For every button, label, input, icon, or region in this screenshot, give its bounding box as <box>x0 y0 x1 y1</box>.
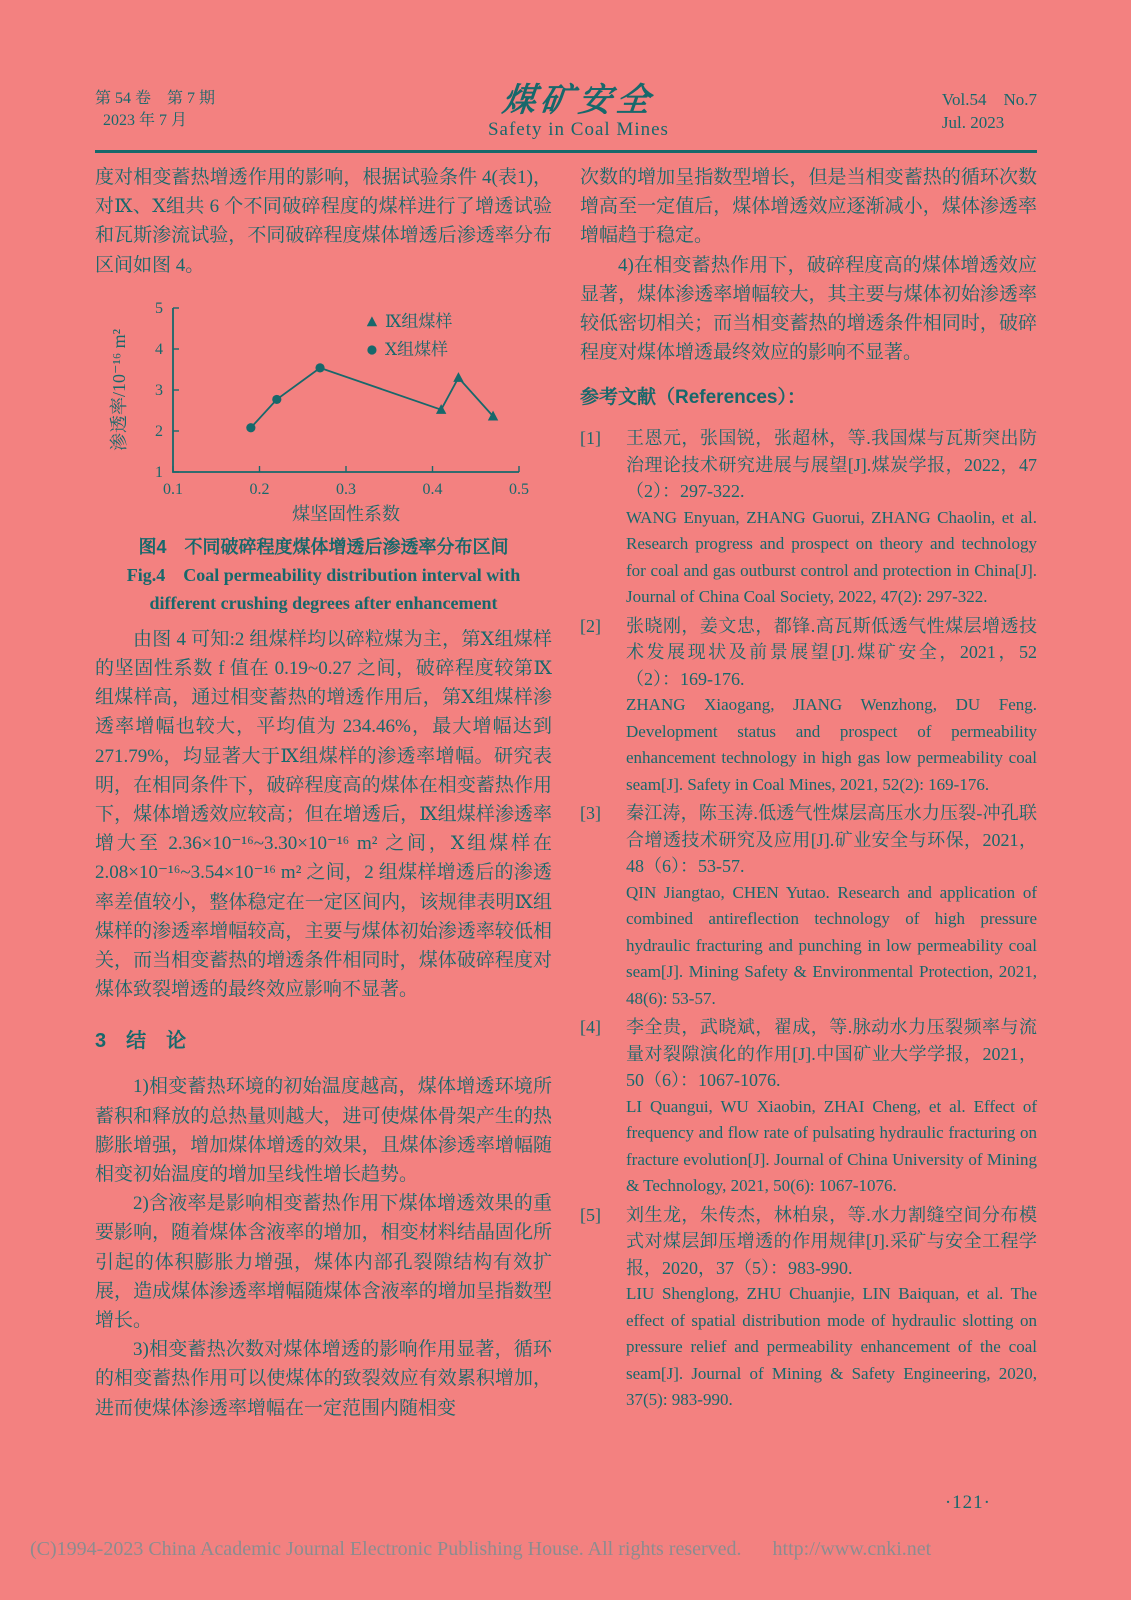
svg-text:0.1: 0.1 <box>163 480 183 498</box>
copyright-text: (C)1994-2023 China Academic Journal Electronic Publishing House. All rights reserved. <box>30 1538 742 1560</box>
reference-item <box>580 1202 1037 1414</box>
section-heading-conclusions: 3 结 论 <box>95 1030 187 1053</box>
reference-number: [2] <box>580 615 601 636</box>
reference-number: [4] <box>580 1017 601 1038</box>
svg-text:Ⅸ组煤样: Ⅸ组煤样 <box>384 311 453 331</box>
svg-text:渗透率/10⁻¹⁶ m²: 渗透率/10⁻¹⁶ m² <box>109 328 129 451</box>
conclusion-4: 4)在相变蓄热作用下，破碎程度高的煤体增透效应显著，煤体渗透率增幅较大，其主要与煤体初始渗透率较低密切相关；而当相变蓄热的增透条件相同时，破碎程度对煤体增透最终效应的影响不显著。 <box>580 254 1037 364</box>
reference-cn: 王恩元，张国锐，张超林，等.我国煤与瓦斯突出防治理论技术研究进展与展望[J].煤炭学报，2022，47（2）：297-322. <box>626 428 1037 502</box>
svg-text:0.4: 0.4 <box>422 480 443 498</box>
journal-masthead <box>488 84 669 142</box>
conclusion-3-part: 3)相变蓄热次数对煤体增透的影响作用显著，循环的相变蓄热作用可以使煤体的致裂效应有效累积增加，进而使煤体渗透率增幅在一定范围内随相变 <box>95 1339 552 1419</box>
date-en: Jul. 2023 <box>941 113 1005 132</box>
svg-text:Ⅹ组煤样: Ⅹ组煤样 <box>384 339 449 359</box>
issue-info-en <box>942 88 1037 134</box>
page-number: ·121· <box>944 1492 991 1513</box>
references-heading: 参考文献（References）： <box>580 387 806 409</box>
svg-text:1: 1 <box>155 463 163 481</box>
figure-caption-cn: 图4 不同破碎程度煤体增透后渗透率分布区间 <box>138 536 509 557</box>
references-list <box>580 425 1037 1414</box>
reference-number: [5] <box>580 1204 601 1225</box>
reference-en: ZHANG Xiaogang, JIANG Wenzhong, DU Feng. Development status and prospect of permeability enhancement technology in high gas low permeability coal seam[J]. Safety in Coal Mines, 2021, 52(2): 169-176. <box>626 695 1037 794</box>
article-body <box>95 163 1037 1423</box>
svg-text:5: 5 <box>155 299 163 317</box>
svg-text:煤坚固性系数: 煤坚固性系数 <box>292 503 400 524</box>
paragraph-continuation: 度对相变蓄热增透作用的影响，根据试验条件 4(表1)，对Ⅸ、Ⅹ组共 6 个不同破碎程度的煤样进行了增透试验和瓦斯渗流试验，不同破碎程度煤体增透后渗透率分布区间如图 4。 <box>95 167 552 276</box>
reference-en: LIU Shenglong, ZHU Chuanjie, LIN Baiquan, et al. The effect of spatial distribution mode of hydraulic slotting on pressure relief and permeability enhancement of the coal seam[J]. Journal of Mining & Safety Engineering, 2020, 37(5): 983-990. <box>626 1284 1037 1410</box>
header-rule <box>95 150 1037 153</box>
reference-en: QIN Jiangtao, CHEN Yutao. Research and application of combined antireflection technology of high pressure hydraulic fracturing and punching in low permeability coal seam[J]. Mining Safety & Environmental Protection, 2021, 48(6): 53-57. <box>626 882 1037 1008</box>
reference-item <box>580 613 1037 799</box>
date-cn: 2023 年 7 月 <box>103 112 188 129</box>
svg-text:0.2: 0.2 <box>249 480 270 498</box>
reference-cn: 张晓刚，姜文忠，都锋.高瓦斯低透气性煤层增透技术发展现状及前景展望[J].煤矿安全，2021，52（2）：169-176. <box>626 615 1037 689</box>
reference-cn: 李全贵，武晓斌，翟成，等.脉动水力压裂频率与流量对裂隙演化的作用[J].中国矿业大学学报，2021，50（6）：1067-1076. <box>626 1017 1037 1091</box>
volume-issue-cn: 第 54 卷 第 7 期 <box>95 90 216 107</box>
reference-item <box>580 425 1037 611</box>
svg-text:4: 4 <box>155 340 163 358</box>
reference-item <box>580 800 1037 1012</box>
analysis-paragraph: 由图 4 可知:2 组煤样均以碎粒煤为主，第Ⅹ组煤样的坚固性系数 f 值在 0.19~0.27 之间，破碎程度较第Ⅸ组煤样高，通过相变蓄热的增透作用后，第Ⅹ组煤样渗透率增幅也较大，平均值为 234.46%，最大增幅达到 271.79%，均显著大于Ⅸ组煤样的渗透率增幅。研究表明，在相同条件下，破碎程度高的煤体在相变蓄热作用下，煤体增透效应较高；但在增透后，Ⅸ组煤样渗透率增大至 2.36×10⁻¹⁶~3.30×10⁻¹⁶ m² 之间，Ⅹ组煤样在 2.08×10⁻¹⁶~3.54×10⁻¹⁶ m² 之间，2 组煤样增透后的渗透率差值较小，整体稳定在一定区间内，该规律表明Ⅸ组煤样的渗透率增幅较高，主要与煤体初始渗透率较低相关，而当相变蓄热的增透条件相同时，煤体破碎程度对煤体致裂增透的最终效应影响不显著。 <box>95 628 552 1001</box>
reference-cn: 刘生龙，朱传杰，林柏泉，等.水力割缝空间分布模式对煤层卸压增透的作用规律[J].采矿与安全工程学报，2020，37（5）：983-990. <box>626 1204 1037 1278</box>
conclusion-2: 2)含液率是影响相变蓄热作用下煤体增透效果的重要影响，随着煤体含液率的增加，相变材料结晶固化所引起的体积膨胀力增强，煤体内部孔裂隙结构有效扩展，造成煤体渗透率增幅随煤体含液率的增加呈指数型增长。 <box>95 1193 552 1332</box>
reference-number: [1] <box>580 428 601 449</box>
journal-title-en: Safety in Coal Mines <box>487 119 669 140</box>
figure-caption-en: Fig.4 Coal permeability distribution interval with different crushing degrees after enhancement <box>126 564 521 613</box>
conclusion-3-continuation: 次数的增加呈指数型增长，但是当相变蓄热的循环次数增高至一定值后，煤体增透效应逐渐减小，煤体渗透率增幅趋于稳定。 <box>580 167 1037 247</box>
conclusion-1: 1)相变蓄热环境的初始温度越高，煤体增透环境所蓄积和释放的总热量则越大，进可使煤体骨架产生的热膨胀增强，增加煤体增透的效果，且煤体渗透率增幅随相变初始温度的增加呈线性增长趋势。 <box>95 1076 552 1186</box>
permeability-chart <box>109 294 533 524</box>
svg-text:3: 3 <box>155 381 163 399</box>
cnki-url: http://www.cnki.net <box>772 1538 932 1560</box>
reference-number: [3] <box>580 803 601 824</box>
svg-text:2: 2 <box>155 422 163 440</box>
right-column <box>580 163 1037 1423</box>
volume-issue-en: Vol.54 No.7 <box>941 90 1037 109</box>
reference-en: WANG Enyuan, ZHANG Guorui, ZHANG Chaolin, et al. Research progress and prospect on theory and technology for coal and gas outburst control and protection in China[J]. Journal of China Coal Society, 2022, 47(2): 297-322. <box>626 507 1037 607</box>
journal-logo: 煤矿安全 <box>500 83 657 119</box>
reference-item <box>580 1014 1037 1200</box>
left-column <box>95 163 552 1423</box>
figure-4 <box>95 294 552 617</box>
svg-text:0.5: 0.5 <box>509 480 529 498</box>
reference-en: LI Quangui, WU Xiaobin, ZHAI Cheng, et al. Effect of frequency and flow rate of pulsating hydraulic fracturing on fracture evolution[J]. Journal of China University of Mining & Technology, 2021, 50(6): 1067-1076. <box>626 1096 1037 1196</box>
copyright-footer <box>30 1538 1111 1561</box>
issue-info-cn <box>95 88 215 132</box>
svg-text:0.3: 0.3 <box>336 480 356 498</box>
figure-caption <box>95 534 552 617</box>
page-header <box>95 83 1037 142</box>
reference-cn: 秦江涛，陈玉涛.低透气性煤层高压水力压裂-冲孔联合增透技术研究及应用[J].矿业安全与环保，2021，48（6）：53-57. <box>626 803 1037 877</box>
